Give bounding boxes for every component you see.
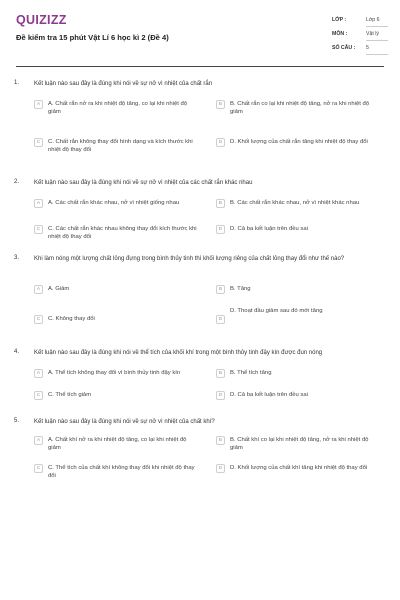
option-text: C. Chất rắn không thay đổi hình dạng và kích thước khi nhiệt độ thay đổi [48, 139, 193, 153]
option-text: D. Khối lượng của chất rắn tăng khi nhiệt độ thay đổi [230, 139, 368, 145]
option-text: A. Thể tích không thay đổi vì bình thủy tinh đậy kín [48, 370, 181, 376]
meta-underline [366, 54, 388, 55]
option-text: A. Chất rắn nở ra khi nhiệt độ tăng, co lại khi nhiệt độ giảm [48, 101, 188, 115]
option-text: D. Cả ba kết luận trên đều sai [230, 392, 308, 398]
worksheet-title: Đề kiểm tra 15 phút Vật Lí 6 học kì 2 (Đề 4) [16, 33, 169, 42]
option-letter-box[interactable]: D [216, 391, 225, 400]
option-text: D. Thoạt đầu giảm sau đó mới tăng [230, 308, 323, 314]
option-letter-box[interactable]: D [216, 138, 225, 147]
question-number: 3. [14, 255, 20, 261]
option-text: C. Thể tích của chất khí không thay đổi khi nhiệt độ thay đổi [48, 465, 195, 479]
question-text: Kết luận nào sau đây là đúng khi nói về sự nở vì nhiệt của chất khí? [34, 419, 215, 425]
question-text: Kết luận nào sau đây là đúng khi nói về sự nở vì nhiệt của các chất rắn khác nhau [34, 180, 253, 186]
option-letter-box[interactable]: D [216, 225, 225, 234]
option-letter-box[interactable]: B [216, 285, 225, 294]
option-letter-box[interactable]: A [34, 285, 43, 294]
option-text: B. Chất rắn co lại khi nhiệt độ tăng, nở ra khi nhiệt độ giảm [230, 101, 370, 115]
meta-row-subject [332, 28, 388, 42]
option-letter-box[interactable]: A [34, 436, 43, 445]
option-letter-box[interactable]: D [216, 464, 225, 473]
option-letter-box[interactable]: B [216, 369, 225, 378]
meta-value: 5 [366, 45, 369, 51]
option-text: B. Các chất rắn khác nhau, nở vì nhiệt khác nhau [230, 200, 360, 206]
option-letter-box[interactable]: A [34, 369, 43, 378]
option-letter-box[interactable]: B [216, 100, 225, 109]
option-letter-box[interactable]: A [34, 100, 43, 109]
option-letter-box[interactable]: B [216, 436, 225, 445]
option-letter-box[interactable]: D [216, 315, 225, 324]
meta-label: LỚP : [332, 17, 347, 23]
option-letter-box[interactable]: A [34, 199, 43, 208]
option-letter-box[interactable]: C [34, 391, 43, 400]
question-number: 1. [14, 80, 20, 86]
meta-value: Lớp 6 [366, 17, 380, 23]
meta-row-grade [332, 14, 388, 28]
worksheet-header [0, 0, 400, 66]
brand-logo: QUIZIZZ [16, 13, 67, 27]
option-text: D. Cả ba kết luận trên đều sai [230, 226, 308, 232]
question-number: 5. [14, 418, 20, 424]
meta-label: MÔN : [332, 31, 348, 37]
question-text: Kết luận nào sau đây là đúng khi nói về sự nở vì nhiệt của chất rắn [34, 81, 213, 87]
option-text: C. Các chất rắn khác nhau không thay đổi kích thước khi nhiệt độ thay đổi [48, 226, 197, 240]
meta-panel [332, 14, 388, 56]
question-text: Khi làm nóng một lượng chất lỏng đựng trong bình thủy tinh thì khối lượng riêng của chất lỏng thay đổi như thế nào? [34, 256, 345, 262]
option-text: A. Giảm [48, 286, 70, 292]
option-text: B. Chất khí co lại khi nhiệt độ tăng, nở ra khi nhiệt độ giảm [230, 437, 369, 451]
option-letter-box[interactable]: C [34, 315, 43, 324]
option-text: B. Tăng [230, 286, 251, 292]
meta-value: Vật lý [366, 31, 379, 37]
question-number: 4. [14, 349, 20, 355]
option-text: D. Khối lượng của chất khí tăng khi nhiệt độ thay đổi [230, 465, 368, 471]
meta-row-count [332, 42, 388, 56]
question-text: Kết luận nào sau đây là đúng khi nói về thể tích của khối khí trong một bình thủy tinh đậy kín được đun nóng [34, 350, 323, 356]
question-number: 2. [14, 179, 20, 185]
option-letter-box[interactable]: C [34, 138, 43, 147]
option-letter-box[interactable]: B [216, 199, 225, 208]
option-text: A. Các chất rắn khác nhau, nở vì nhiệt giống nhau [48, 200, 180, 206]
meta-label: SỐ CÂU : [332, 45, 356, 51]
meta-underline [366, 26, 388, 27]
option-text: C. Thể tích giảm [48, 392, 92, 398]
option-letter-box[interactable]: C [34, 225, 43, 234]
option-text: C. Không thay đổi [48, 316, 95, 322]
option-text: A. Chất khí nở ra khi nhiệt độ tăng, co lại khi nhiệt độ giảm [48, 437, 187, 451]
option-letter-box[interactable]: C [34, 464, 43, 473]
meta-underline [366, 40, 388, 41]
option-text: B. Thể tích tăng [230, 370, 272, 376]
header-divider [16, 66, 384, 67]
